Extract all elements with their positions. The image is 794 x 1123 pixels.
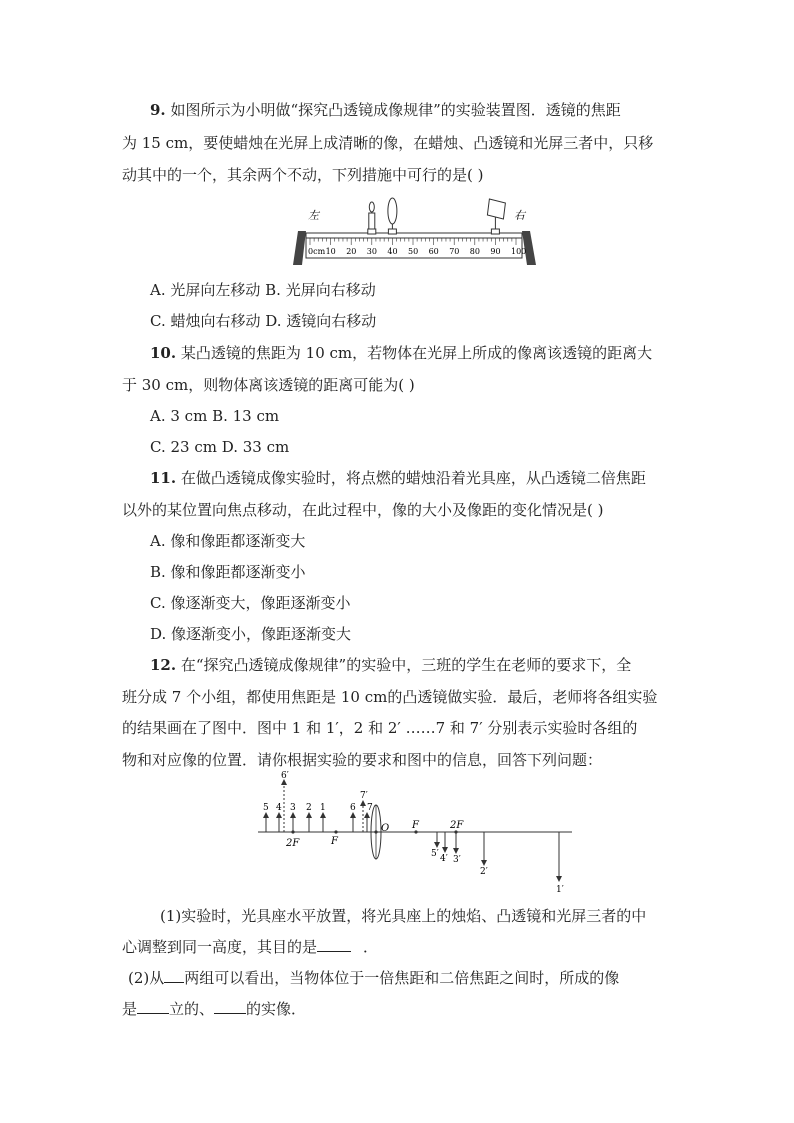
q12-sub2-text-d: 立的、 [169,1000,215,1018]
image-1 [556,832,564,895]
q11-option-c: C. 像逐渐变大，像距逐渐变小 [150,594,351,612]
label-f-right: F [412,820,419,831]
q12-sub1-line-2 [122,937,378,957]
q11-line-2: 以外的某位置向焦点移动，在此过程中，像的大小及像距的变化情况是( ) [122,501,604,519]
q9-line-2: 为 15 cm，要使蜡烛在光屏上成清晰的像，在蜡烛、凸透镜和光屏三者中，只移 [122,134,654,152]
light-screen [487,199,505,234]
optical-center-dot [374,830,377,833]
object-2 [306,803,312,832]
ruler-label: 70 [449,247,460,256]
q12-sub2-text-b: 两组可以看出，当物体位于一倍焦距和二倍焦距之间时，所成的像 [184,969,620,987]
q9-line-1 [150,100,621,120]
q12-sub2-blank-size[interactable] [214,999,246,1014]
q12-text-1: 在“探究凸透镜成像规律”的实验中，三班的学生在老师的要求下，全 [180,656,632,674]
image-6-virtual [281,771,289,832]
q12-sub1-end: ． [363,938,379,956]
q11-option-a: A. 像和像距都逐渐变大 [150,532,306,550]
label-f-left: F [331,836,338,847]
q12-sub2-blank-orientation[interactable] [137,999,169,1014]
q12-sub1-text: 心调整到同一高度，其目的是 [122,938,318,956]
object-5 [263,803,269,832]
q12-sub2-blank-groups[interactable] [164,968,184,983]
left-support [293,231,306,265]
image-6-label: 6′ [281,771,289,781]
ruler-label: 0cm [308,247,326,256]
q11-text-1: 在做凸透镜成像实验时，将点燃的蜡烛沿着光具座，从凸透镜二倍焦距 [180,469,646,487]
q10-number: 10. [150,344,177,362]
q12-sub2-text-c: 是 [122,1000,138,1018]
object-4 [276,803,282,832]
ruler-label: 100 [511,247,527,256]
lens-imaging-figure [250,770,580,898]
image-2 [480,832,488,877]
q9-options-cd: C. 蜡烛向右移动 D. 透镜向右移动 [150,312,377,330]
q12-line-1 [150,655,631,675]
bench-rail-top [306,233,522,238]
image-2-label: 2′ [480,867,488,877]
ruler-label: 50 [408,247,419,256]
ruler-label: 60 [428,247,439,256]
q9-options-ab: A. 光屏向左移动 B. 光屏向右移动 [150,281,376,299]
object-5-label: 5 [263,803,269,813]
image-5 [431,832,440,859]
q12-sub2-line-2 [122,999,306,1019]
q11-option-d: D. 像逐渐变小，像距逐渐变大 [150,625,352,643]
q12-sub1-blank[interactable] [317,937,351,952]
q12-line-3: 的结果画在了图中．图中 1 和 1′，2 和 2′ ……7 和 7′ 分别表示实验时各组的 [122,719,638,737]
q10-text-1: 某凸透镜的焦距为 10 cm，若物体在光屏上所成的像离该透镜的距离大 [180,344,653,362]
ruler-label: 30 [366,247,377,256]
q12-sub2-text-a: (2)从 [128,969,165,987]
q11-number: 11. [150,469,177,487]
ruler-label: 40 [387,247,398,256]
image-1-label: 1′ [556,885,564,895]
q9-text-1: 如图所示为小明做“探究凸透镜成像规律”的实验装置图．透镜的焦距 [170,101,621,119]
ruler-label: 10 [325,247,336,256]
image-4-label: 4′ [440,854,448,864]
q9-line-3: 动其中的一个，其余两个不动，下列措施中可行的是( ) [122,166,484,184]
object-4-label: 4 [276,803,282,813]
q10-line-1 [150,343,652,363]
convex-lens [388,198,397,234]
left-label: 左 [308,209,319,222]
image-5-label: 5′ [431,849,439,859]
object-1-label: 1 [320,803,326,813]
q12-line-4: 物和对应像的位置．请你根据实验的要求和图中的信息，回答下列问题： [122,751,603,769]
object-6-label: 6 [350,803,356,813]
q11-line-1 [150,468,646,488]
q11-option-b: B. 像和像距都逐渐变小 [150,563,306,581]
label-o: O [381,823,390,834]
q12-sub1-line-1: (1)实验时，光具座水平放置，将光具座上的烛焰、凸透镜和光屏三者的中 [160,907,647,925]
q10-options-ab: A. 3 cm B. 13 cm [150,407,280,425]
object-7-label: 7 [367,803,373,813]
optical-bench-figure [290,195,540,267]
ruler-label: 90 [490,247,501,256]
q12-sub2-line-1 [128,968,619,988]
f-left-dot [334,830,337,833]
q10-line-2: 于 30 cm，则物体离该透镜的距离可能为( ) [122,376,415,394]
label-2f-right: 2F [450,820,464,831]
object-3-label: 3 [290,803,296,813]
candle [368,202,376,234]
q12-line-2: 班分成 7 个小组，都使用焦距是 10 cm的凸透镜做实验．最后，老师将各组实验 [122,688,658,706]
ruler-label: 80 [469,247,480,256]
object-6 [350,803,356,832]
object-3 [290,803,296,832]
object-1 [320,803,326,832]
q10-options-cd: C. 23 cm D. 33 cm [150,438,290,456]
image-7-label: 7′ [360,791,368,801]
image-4 [440,832,448,864]
image-3-label: 3′ [453,855,461,865]
q12-number: 12. [150,656,177,674]
image-3 [453,832,461,865]
ruler-label: 20 [346,247,357,256]
right-label: 右 [514,209,525,222]
label-2f-left: 2F [286,838,300,849]
q12-sub2-text-e: 的实像． [246,1000,307,1018]
object-2-label: 2 [306,803,312,813]
q9-number: 9. [150,101,166,119]
